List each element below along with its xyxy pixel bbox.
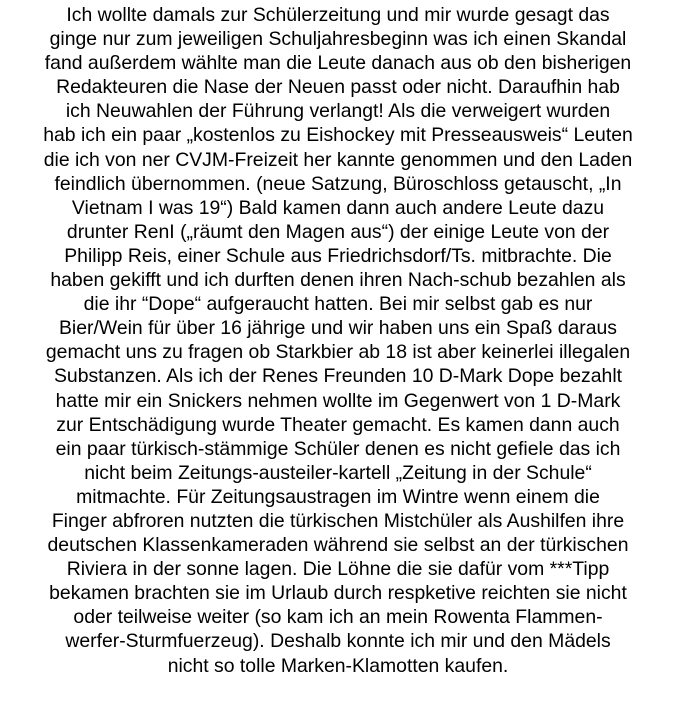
text-line-1: Ich wollte damals zur Schülerzeitung und mir wurde gesagt das (66, 4, 610, 26)
text-line-23: deutschen Klassenkameraden während sie selbst an der türkischen (47, 534, 629, 557)
text-line-24: Riviera in der sonne lagen. Die Löhne die sie dafür vom ***Tipp (66, 558, 610, 581)
text-line-10: drunter RenI („räumt den Magen aus“) der einige Leute von der (66, 220, 610, 243)
text-line-21: mitmachte. Für Zeitungsaustragen im Wintre wenn einem die (76, 485, 600, 508)
text-line-28: nicht so tolle Marken-Klamotten kaufen. (167, 654, 509, 677)
text-line-3: fand außerdem wählte man die Leute danach aus ob den bisherigen (44, 52, 632, 75)
text-line-4: Redakteuren die Nase der Neuen passt oder nicht. Daraufhin hab (56, 76, 620, 99)
text-line-20: nicht beim Zeitungs-austeiler-kartell „Zeitung in der Schule“ (84, 461, 592, 484)
text-line-7: die ich von ner CVJM-Freizeit her kannte genommen und den Laden (43, 148, 633, 171)
text-line-6: hab ich ein paar „kostenlos zu Eishockey mit Presseausweis“ Leuten (43, 124, 633, 147)
text-line-26: oder teilweise weiter (so kam ich an mein Rowenta Flammen- (73, 606, 603, 629)
text-line-25: bekamen brachten sie im Urlaub durch respketive reichten sie nicht (49, 582, 627, 605)
text-line-8: feindlich übernommen. (neue Satzung, Büroschloss getauscht, „In (54, 172, 622, 195)
text-line-19: ein paar türkisch-stämmige Schüler denen es nicht gefiele das ich (55, 437, 621, 460)
text-line-13: die ihr “Dope“ aufgeraucht hatten. Bei mir selbst gab es nur (83, 293, 593, 316)
text-line-18: zur Entschädigung wurde Theater gemacht. Es kamen dann auch (56, 413, 620, 436)
text-line-17: hatte mir ein Snickers nehmen wollte im Gegenwert von 1 D-Mark (55, 389, 621, 412)
text-line-16: Substanzen. Als ich der Renes Freunden 10 D-Mark Dope bezahlt (53, 365, 623, 388)
body-paragraph (6, 3, 670, 678)
text-line-12: haben gekifft und ich durften denen ihren Nach-schub bezahlen als (50, 269, 626, 292)
text-line-9: Vietnam I was 19“) Bald kamen dann auch andere Leute dazu (71, 196, 605, 219)
text-line-15: gemacht uns zu fragen ob Starkbier ab 18 ist aber keinerlei illegalen (45, 341, 631, 364)
text-line-11: Philipp Reis, einer Schule aus Friedrichsdorf/Ts. mitbrachte. Die (64, 244, 612, 267)
text-line-2: ginge nur zum jeweiligen Schuljahresbeginn was ich einen Skandal (49, 28, 627, 51)
text-line-14: Bier/Wein für über 16 jährige und wir haben uns ein Spaß daraus (59, 317, 617, 340)
text-line-5: ich Neuwahlen der Führung verlangt! Als die verweigert wurden (65, 100, 611, 123)
text-line-22: Finger abfroren nutzten die türkischen Mistchüler als Aushilfen ihre (51, 509, 625, 532)
text-line-27: werfer-Sturmfuerzeug). Deshalb konnte ich mir und den Mädels (65, 630, 611, 653)
